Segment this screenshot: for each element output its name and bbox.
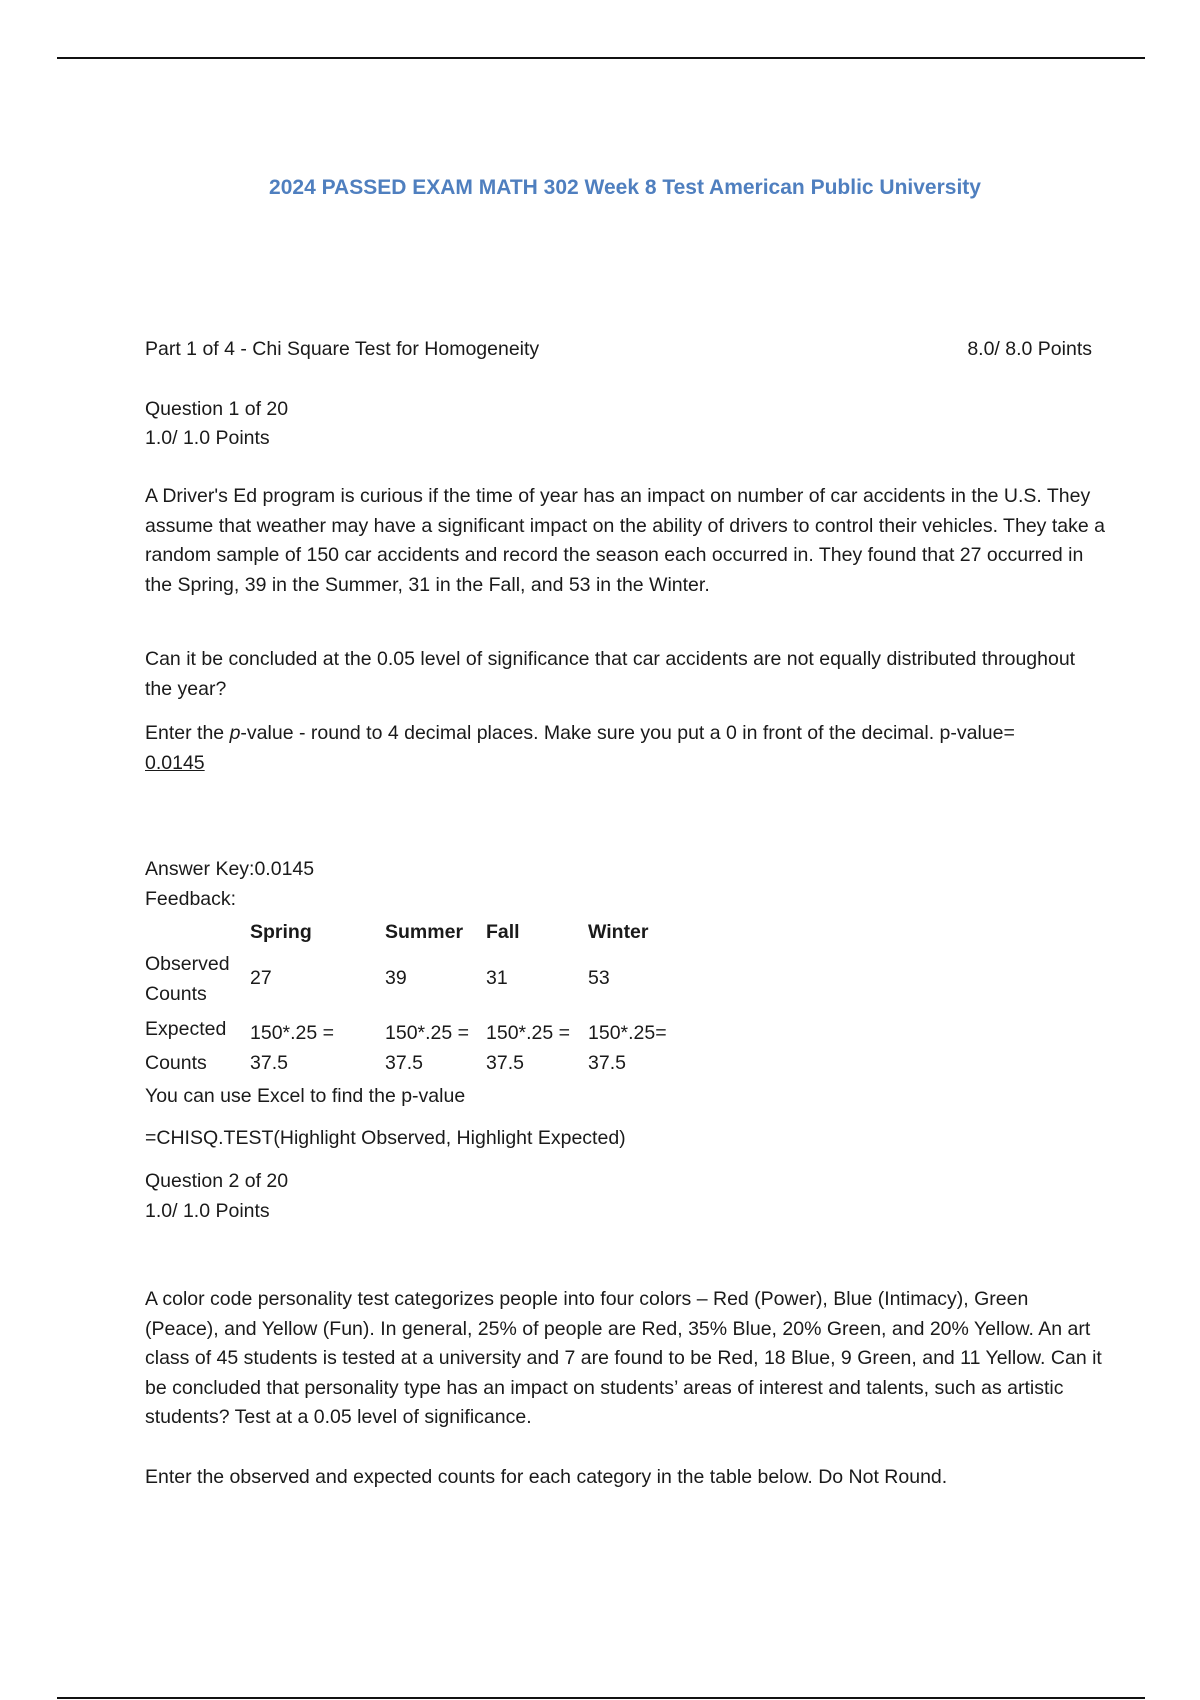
observed-winter: 53 (588, 967, 610, 989)
expected-formula-winter: 150*.25= (588, 1022, 667, 1044)
top-rule (57, 57, 1145, 59)
q2-instruction: Enter the observed and expected counts for each category in the table below. Do Not Round. (145, 1466, 948, 1488)
col-header-winter: Winter (588, 921, 649, 943)
col-header-spring: Spring (250, 921, 312, 943)
expected-fall: 37.5 (486, 1052, 524, 1074)
q1-number: Question 1 of 20 (145, 398, 289, 420)
document-title: 2024 PASSED EXAM MATH 302 Week 8 Test American Public University (269, 176, 981, 199)
expected-formula-summer: 150*.25 = (385, 1022, 470, 1044)
expected-formula-spring: 150*.25 = (250, 1022, 335, 1044)
part-label: Part 1 of 4 - Chi Square Test for Homogeneity (145, 338, 540, 360)
answer-key: Answer Key:0.0145 (145, 858, 315, 880)
bottom-rule (57, 1697, 1145, 1699)
expected-formula-fall: 150*.25 = (486, 1022, 571, 1044)
q2-body: A color code personality test categorizes people into four colors – Red (Power), Blue (Intimacy), Green (Peace), and Yellow (Fun). In general, 25% of people are Red, 35% Blue, 20% Green, and 20% Yellow. An art class of 45 students is tested at a university and 7 are found to be Red, 18 Blue, 9 Green, and 11 Yellow. Can it be concluded that personality type has an impact on students’ areas of interest and talents, such as artistic students? Test at a 0.05 level of significance. (145, 1288, 1102, 1429)
row-label-observed: Observed (145, 953, 230, 975)
observed-spring: 27 (250, 967, 272, 989)
observed-summer: 39 (385, 967, 407, 989)
observed-fall: 31 (486, 967, 508, 989)
q2-number: Question 2 of 20 (145, 1170, 289, 1192)
q1-prompt (145, 719, 1015, 778)
q2-points: 1.0/ 1.0 Points (145, 1200, 270, 1222)
col-header-fall: Fall (486, 921, 520, 943)
expected-winter: 37.5 (588, 1052, 626, 1074)
expected-summer: 37.5 (385, 1052, 423, 1074)
row-label-observed-2: Counts (145, 983, 207, 1005)
q1-points: 1.0/ 1.0 Points (145, 427, 270, 449)
excel-formula: =CHISQ.TEST(Highlight Observed, Highlight Expected) (145, 1127, 626, 1149)
prompt-p: p (229, 722, 241, 744)
col-header-summer: Summer (385, 921, 464, 943)
feedback-label: Feedback: (145, 888, 237, 910)
expected-spring: 37.5 (250, 1052, 288, 1074)
p-value-answer: 0.0145 (145, 751, 205, 774)
row-label-expected: Expected (145, 1018, 227, 1040)
prompt-text: Enter the (145, 722, 230, 744)
part-points: 8.0/ 8.0 Points (967, 338, 1092, 360)
q1-question: Can it be concluded at the 0.05 level of significance that car accidents are not equally distributed throughout the year? (145, 648, 1076, 700)
q1-body: A Driver's Ed program is curious if the time of year has an impact on number of car accidents in the U.S. They assume that weather may have a significant impact on the ability of drivers to control their vehicles. They take a random sample of 150 car accidents and record the season each occurred in. They found that 27 occurred in the Spring, 39 in the Summer, 31 in the Fall, and 53 in the Winter. (145, 485, 1105, 596)
row-label-expected-2: Counts (145, 1052, 207, 1074)
prompt-text-2: -value - round to 4 decimal places. Make sure you put a 0 in front of the decimal. p-value= (240, 722, 1015, 744)
excel-note: You can use Excel to find the p-value (145, 1085, 466, 1107)
